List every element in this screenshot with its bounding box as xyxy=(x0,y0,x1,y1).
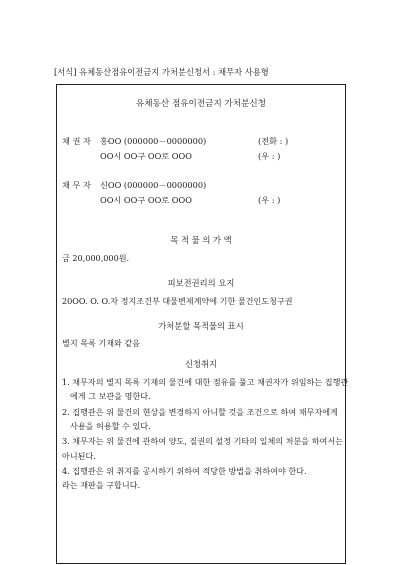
purpose-item-3-cont: 아니된다. xyxy=(62,451,96,461)
value-heading: 목 적 물 의 가 액 xyxy=(170,235,232,245)
right-text: 20OO. O. O.자 정지조건부 대물변제계약에 기한 물건인도청구권 xyxy=(62,296,293,306)
purpose-item-1: 1. 채무자의 별지 목록 기재의 물건에 대한 점유를 풀고 채권자가 위임하는 집행관 xyxy=(62,377,349,387)
object-heading: 가처분할 목적물의 표시 xyxy=(158,321,244,331)
purpose-closing: 라는 재판을 구합니다. xyxy=(62,480,141,490)
creditor-postal: (우 : ) xyxy=(258,151,281,161)
creditor-phone: (전화 : ) xyxy=(258,136,289,146)
purpose-item-2-cont: 사용을 허용할 수 있다. xyxy=(70,421,151,431)
debtor-address: OO시 OO구 OO로 OOO xyxy=(100,195,192,205)
purpose-item-2: 2. 집행관은 위 물건의 현상을 변경하지 아니할 것을 조건으로 하여 채무자에게 xyxy=(62,407,338,417)
purpose-item-4: 4. 집행관은 위 취지를 공시하기 위하여 적당한 방법을 취하여야 한다. xyxy=(62,466,307,476)
creditor-name-id: 홍OO (000000－0000000) xyxy=(100,136,207,146)
debtor-name-id: 신OO (000000－0000000) xyxy=(100,180,207,190)
value-text: 금 20,000,000원. xyxy=(62,253,130,263)
purpose-item-3: 3. 채무자는 위 물건에 관하여 양도, 질권의 설정 기타의 일체의 처분을 하여서는 xyxy=(62,436,343,446)
creditor-label: 채 권 자 xyxy=(62,136,91,146)
debtor-label: 채 무 자 xyxy=(62,180,91,190)
object-text: 별지 목록 기재와 같음 xyxy=(62,338,141,348)
header-caption: [서식] 유체동산점유이전금지 가처분신청서 : 채무자 사용형 xyxy=(54,67,269,77)
document-title: 유체동산 점유이전금지 가처분신청 xyxy=(136,99,266,109)
right-heading: 피보전권리의 요지 xyxy=(167,278,235,288)
debtor-postal: (우 : ) xyxy=(258,195,281,205)
purpose-item-1-cont: 에게 그 보관을 명한다. xyxy=(70,391,151,401)
creditor-address: OO시 OO구 OO로 OOO xyxy=(100,151,192,161)
purpose-heading: 신청취지 xyxy=(184,359,218,369)
